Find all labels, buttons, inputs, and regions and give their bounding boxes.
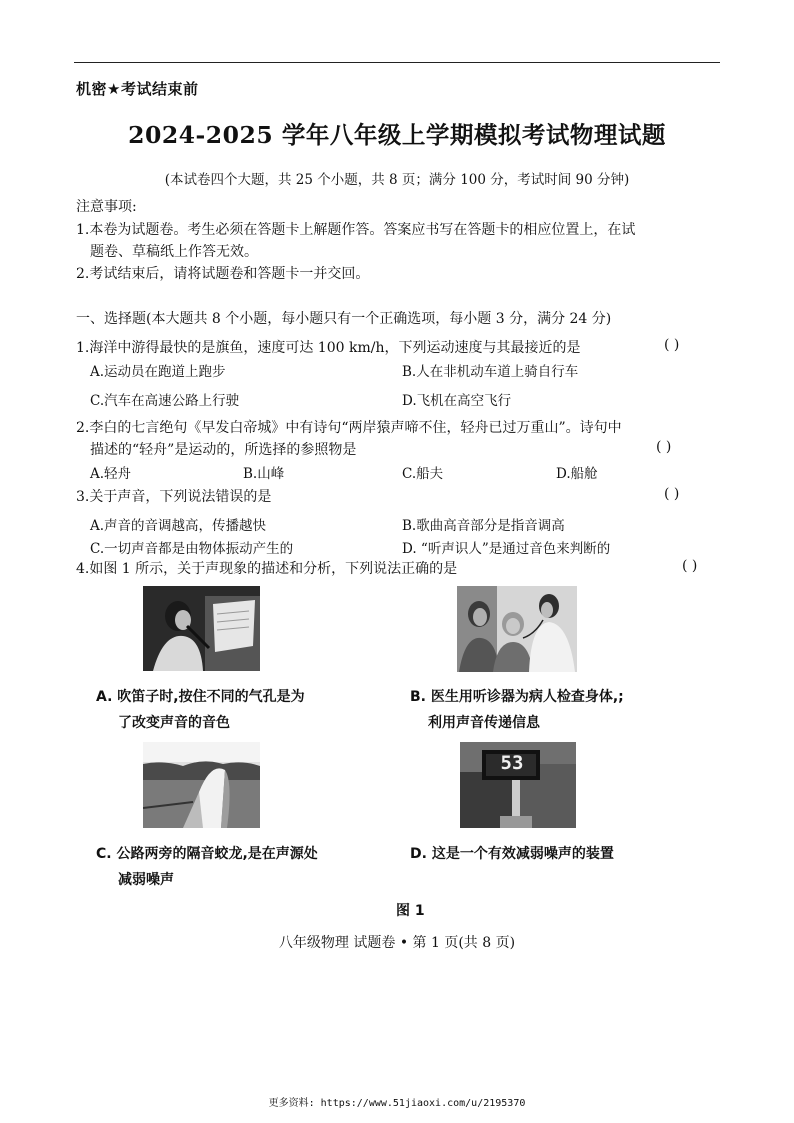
- exam-subtitle: (本试卷四个大题，共 25 个小题，共 8 页；满分 100 分，考试时间 90 分钟): [164, 172, 630, 188]
- notes-heading: 注意事项:: [76, 199, 137, 215]
- q3-option-c: C.一切声音都是由物体振动产生的: [90, 541, 294, 557]
- q2-option-a: A.轻舟: [90, 466, 132, 482]
- photo-noise-meter: [460, 742, 576, 828]
- section-1-heading: 一、选择题(本大题共 8 个小题，每小题只有一个正确选项，每小题 3 分，满分 24 分): [76, 311, 612, 327]
- notes-item-2: 2.考试结束后，请将试题卷和答题卡一并交回。: [76, 266, 370, 282]
- notes-item-1-line-2: 题卷、草稿纸上作答无效。: [90, 244, 258, 260]
- top-rule: [74, 62, 720, 63]
- q1-stem: 1.海洋中游得最快的是旗鱼，速度可达 100 km/h，下列运动速度与其最接近的是: [76, 340, 581, 356]
- figure-label: 图 1: [396, 903, 425, 919]
- page-footer: 八年级物理 试题卷 • 第 1 页(共 8 页): [278, 935, 516, 951]
- more-resources-link[interactable]: 更多资料: https://www.51jiaoxi.com/u/2195370: [268, 1098, 526, 1109]
- q2-stem-line-1: 2.李白的七言绝句《早发白帝城》中有诗句“两岸猿声啼不住，轻舟已过万重山”。诗句中: [76, 420, 622, 436]
- q2-option-d: D.船舱: [556, 466, 598, 482]
- q1-answer-paren: ( ): [664, 337, 680, 353]
- notes-item-1-line-1: 1.本卷为试题卷。考生必须在答题卡上解题作答。答案应书写在答题卡的相应位置上，在试: [76, 222, 636, 238]
- q1-option-c: C.汽车在高速公路上行驶: [90, 393, 240, 409]
- q1-option-b: B.人在非机动车道上骑自行车: [402, 364, 579, 380]
- q3-stem: 3.关于声音，下列说法错误的是: [76, 489, 272, 505]
- photo-flute-player: [143, 586, 260, 671]
- q3-option-a: A.声音的音调越高，传播越快: [90, 518, 267, 534]
- q4-caption-d-line-1: D. 这是一个有效减弱噪声的装置: [410, 846, 614, 862]
- q4-caption-b-line-2: 利用声音传递信息: [428, 715, 540, 731]
- q4-stem: 4.如图 1 所示，关于声现象的描述和分析，下列说法正确的是: [76, 561, 458, 577]
- noise-meter-reading: 53: [500, 752, 524, 774]
- q4-caption-b-line-1: B. 医生用听诊器为病人检查身体,;: [410, 689, 624, 705]
- photo-noise-barrier: [143, 742, 260, 828]
- q2-stem-line-2: 描述的“轻舟”是运动的，所选择的参照物是: [90, 442, 357, 458]
- q4-caption-a-line-2: 了改变声音的音色: [118, 715, 230, 731]
- q3-option-d: D. “听声识人”是通过音色来判断的: [402, 541, 611, 557]
- q3-option-b: B.歌曲高音部分是指音调高: [402, 518, 565, 534]
- q1-option-a: A.运动员在跑道上跑步: [90, 364, 226, 380]
- photo-doctor-stethoscope: [457, 586, 577, 672]
- q2-answer-paren: ( ): [656, 439, 672, 455]
- page-title: 2024-2025 学年八年级上学期模拟考试物理试题: [128, 121, 666, 149]
- q4-caption-c-line-1: C. 公路两旁的隔音蛟龙,是在声源处: [96, 846, 318, 862]
- q2-option-b: B.山峰: [243, 466, 285, 482]
- q4-answer-paren: ( ): [682, 558, 698, 574]
- q4-caption-a-line-1: A. 吹笛子时,按住不同的气孔是为: [96, 689, 305, 705]
- q1-option-d: D.飞机在高空飞行: [402, 393, 512, 409]
- q2-option-c: C.船夫: [402, 466, 444, 482]
- secret-label: 机密★考试结束前: [76, 80, 199, 98]
- q4-caption-c-line-2: 减弱噪声: [118, 872, 174, 888]
- q3-answer-paren: ( ): [664, 486, 680, 502]
